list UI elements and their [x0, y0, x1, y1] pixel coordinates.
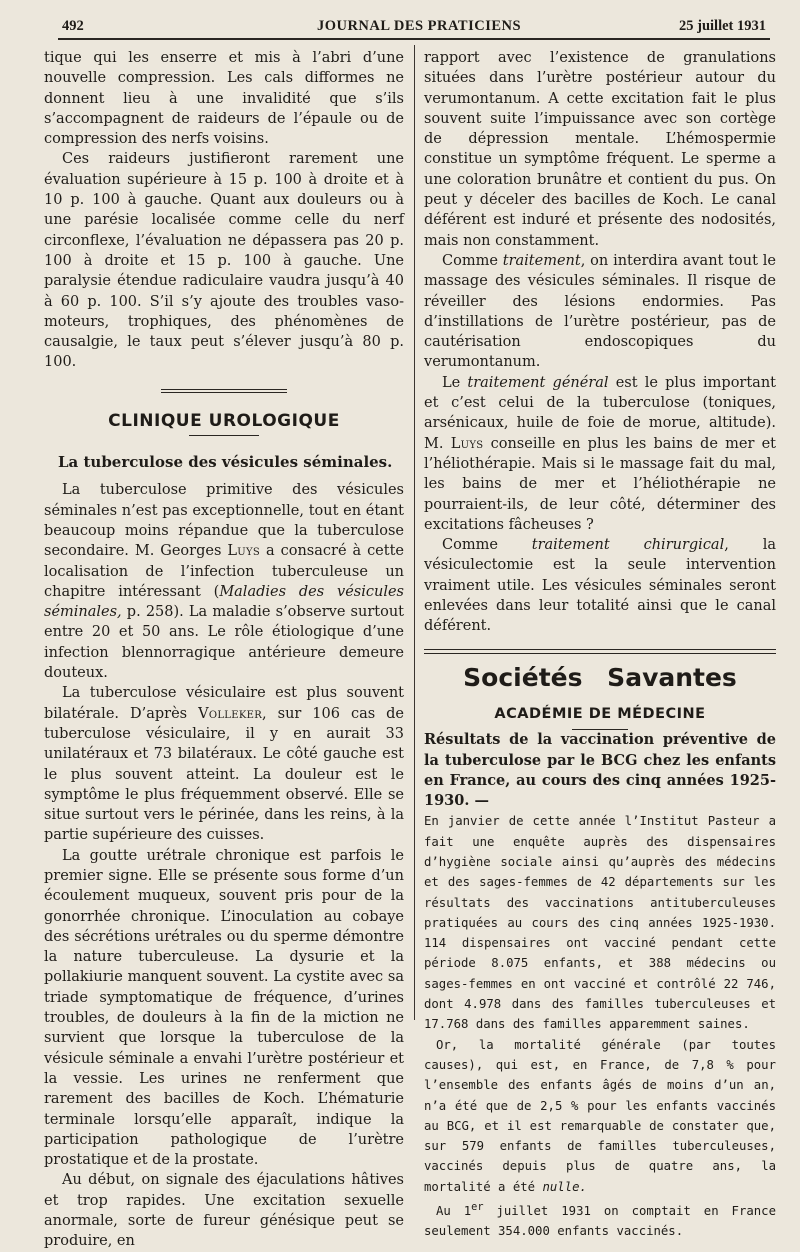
bcg-article-title: Résultats de la vaccination préventive de la tuberculose par le BCG chez les enfants en France, au cours des cinq années 1925-1930. — — [424, 731, 776, 810]
right-column — [424, 48, 776, 1242]
page-header — [58, 14, 780, 36]
author-name: Luys — [450, 435, 484, 452]
paragraph: La goutte urétrale chronique est parfois le premier signe. Elle se présente sous forme d’un écoulement muqueux, souvent pris pour de la gonorrhée chronique. L’inoculation au cobaye des sécrétions urétrales ou du sperme démontre la nature tuberculeuse. La dysurie et la pollakiurie manquent souvent. La cystite avec sa triade symptomatique de fréquence, d’urines troubles, de douleurs à la fin de la miction ne survient que lorsque la tuberculose de la vésicule séminale a envahi l’urètre postérieur et la vessie. Les urines ne renferment que rarement des bacilles de Koch. L’hématurie terminale lorsqu’elle apparaît, indique la participation pathologique de l’urètre prostatique et de la prostate. — [44, 847, 404, 1169]
section-title: CLINIQUE UROLOGIQUE — [108, 410, 340, 431]
paragraph: Comme traitement, on interdira avant tout le massage des vésicules séminales. Il risque de réveiller des lésions endormies. Pas d’instillations de l’urètre postérieur, pas de cautérisation endoscopiques du verumontanum. — [424, 252, 776, 371]
article-title: La tuberculose des vésicules séminales. — [58, 453, 393, 472]
book-title: Maladies des vésicules séminales, — [44, 583, 404, 621]
author-name: Volleker — [198, 705, 263, 722]
paragraph: Comme traitement chirurgical, la vésiculectomie est la seule intervention vraiment utile. Les vésicules séminales seront enlevées dans leur totalité ainsi que le canal déférent. — [424, 537, 776, 635]
paragraph: Le traitement général est le plus important et c’est celui de la tuberculose (toniques, arsénicaux, huile de foie de morue, altitude). M. Luys conseille en plus les bains de mer et l’héliothérapie. Mais si le massage fait du mal, les bains de mer et l’héliothérapie ne pourraient-ils, de leur côté, déterminer des excitations fâcheuses ? — [424, 374, 777, 533]
paragraph: En janvier de cette année l’Institut Pasteur a fait une enquête auprès des dispensaires d’hygiène sociale ainsi qu’auprès des médecins et des sages-femmes de 42 départements sur les résultats des vaccinations antituberculeuses pratiquées au cours des cinq années 1925-1930. 114 dispensaires ont vacciné pendant cette période 8.075 enfants, et 388 médecins ou sages-femmes en ont vacciné et contrôlé 22 746, dont 4.978 dans des familles tuberculeuses et 17.768 dans des familles apparemment saines. — [424, 814, 776, 1032]
paragraph: La tuberculose vésiculaire est plus souvent bilatérale. D’après Volleker, sur 106 cas de tuberculose vésiculaire, il y en aurait 33 unilatéraux et 73 bilatéraux. Le côté gauche est le plus souvent atteint. La douleur est le symptôme le plus fréquemment observé. Elle se situe surtout vers le périnée, dans les reins, à la partie supérieure des cuisses. — [44, 685, 404, 844]
paragraph: rapport avec l’existence de granulations situées dans l’urètre postérieur autour du verumontanum. A cette excitation fait le plus souvent suite l’impuissance avec son cortège de dépression mentale. L’hémospermie constitue un symptôme fréquent. Le sperme a une coloration brunâtre et contient du pus. On peut y déceler des bacilles de Koch. Le canal déférent est induré et présente des nodosités, mais non constamment. — [424, 50, 776, 249]
page-number: 492 — [62, 18, 84, 34]
journal-title: JOURNAL DES PRATICIENS — [316, 18, 522, 34]
section-separator — [424, 649, 776, 654]
left-column — [44, 48, 404, 1252]
column-divider — [414, 45, 415, 1020]
academie-title: ACADÉMIE DE MÉDECINE — [494, 705, 706, 722]
paragraph: tique qui les enserre et mis à l’abri d’une nouvelle compression. Les cals difformes ne donnent lieu à une invalidité que s’ils s’accompagnent de raideurs de l’épaule ou de compression des nerfs voisins. — [44, 50, 404, 148]
societes-title: Sociétés Savantes — [463, 662, 737, 692]
issue-date: 25 juillet 1931 — [679, 18, 766, 34]
author-name: Luys — [227, 543, 261, 560]
bcg-article-body — [424, 811, 776, 1241]
section-separator — [161, 389, 287, 393]
paragraph: La tuberculose primitive des vésicules séminales n’est pas exceptionnelle, tout en étant beaucoup moins répandue que la tuberculose secondaire. M. Georges Luys a consacré à cette localisation de l’infection tuberculeuse un chapitre intéressant (Maladies des vésicules séminales, p. 258). La maladie s’observe surtout entre 20 et 50 ans. Le rôle étiologique d’une infection blennorragique antérieure demeure douteux. — [44, 482, 405, 682]
paragraph: Au début, on signale des éjaculations hâtives et trop rapides. Une excitation sexuelle anormale, sorte de fureur génésique peut se produire, en — [44, 1172, 404, 1250]
paragraph: Au 1er juillet 1931 on comptait en France seulement 354.000 enfants vaccinés. — [424, 1201, 776, 1239]
header-rule — [58, 38, 770, 40]
paragraph: Ces raideurs justifieront rarement une évaluation supérieure à 15 p. 100 à droite et à 10 p. 100 à gauche. Quant aux douleurs ou à une parésie localisée comme celle du nerf circonflexe, l’évaluation ne dépassera pas 20 p. 100 à droite et 15 p. 100 à gauche. Une paralysie étendue radiculaire vaudra jusqu’à 40 à 60 p. 100. S’il s’y ajoute des troubles vaso-moteurs, trophiques, des phénomènes de causalgie, le taux peut s’élever jusqu’à 80 p. 100. — [44, 151, 404, 371]
title-underline — [189, 435, 259, 436]
paragraph: Or, la mortalité générale (par toutes causes), qui est, en France, de 7,8 % pour l’ensemble des enfants âgés de moins d’un an, n’a été que de 2,5 % pour les enfants vaccinés au BCG, et il est remarquable de constater que, sur 579 enfants de familles tuberculeuses, vaccinés depuis plus de quatre ans, la mortalité a été nulle. — [424, 1037, 776, 1194]
